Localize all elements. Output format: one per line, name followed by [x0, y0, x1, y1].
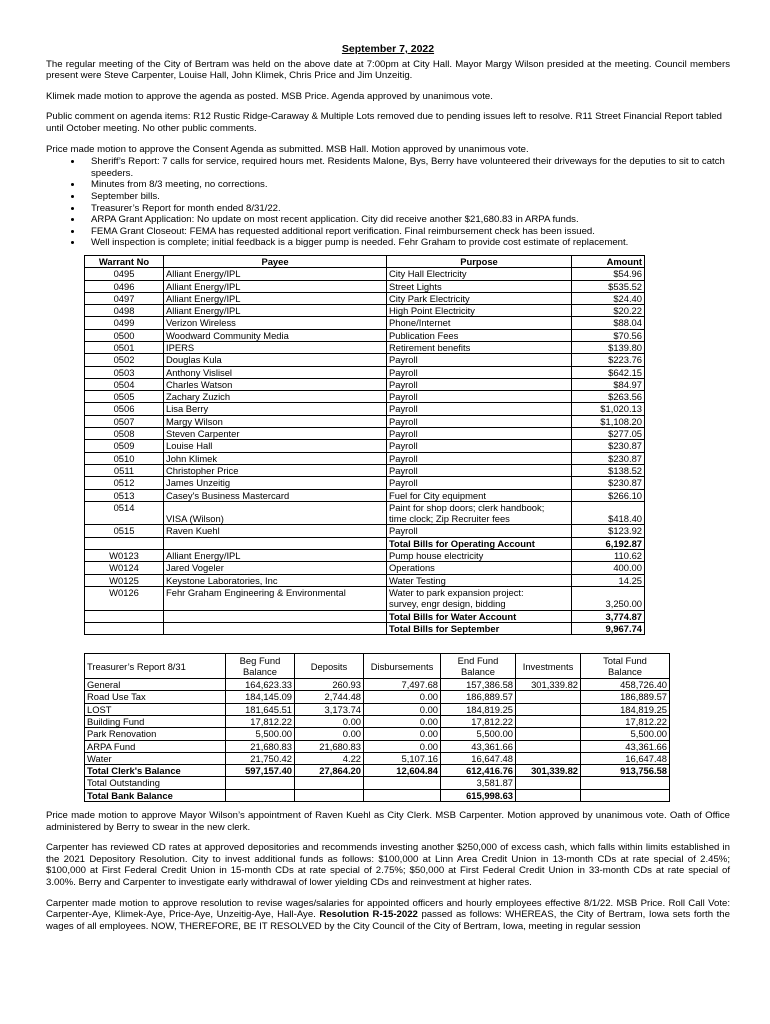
empty-cell: [164, 537, 387, 549]
beg-balance: 5,500.00: [226, 728, 295, 740]
deposits: 27,864.20: [295, 765, 364, 777]
table-row: [85, 403, 645, 415]
table-row: [85, 728, 670, 740]
end-balance: 43,361.66: [441, 740, 516, 752]
table-row: [85, 550, 645, 562]
paragraph-wage-resolution: [46, 898, 730, 933]
deposits: 0.00: [295, 728, 364, 740]
amount: $70.56: [572, 329, 645, 341]
investments: [516, 740, 581, 752]
table-header-row: [85, 654, 670, 679]
amount: $418.40: [572, 501, 645, 525]
disbursements: 0.00: [364, 691, 441, 703]
payee: Louise Hall: [164, 440, 387, 452]
total-label: Total Bills for September: [387, 622, 572, 634]
table-row: [85, 292, 645, 304]
purpose-line: Water to park expansion project:: [389, 586, 524, 598]
table-row: [85, 464, 645, 476]
investments: [516, 716, 581, 728]
table-row: [85, 440, 645, 452]
list-item: • Minutes from 8/3 meeting, no corrections.: [83, 179, 730, 191]
purpose: Street Lights: [387, 280, 572, 292]
list-item: • Treasurer’s Report for month ended 8/31/22.: [83, 203, 730, 215]
warrant-no: 0510: [85, 452, 164, 464]
purpose: Retirement benefits: [387, 341, 572, 353]
payee: Verizon Wireless: [164, 317, 387, 329]
table-row: [85, 525, 645, 537]
header-beg-balance: [226, 654, 295, 679]
payee: VISA (Wilson): [164, 501, 387, 525]
empty-cell: [516, 789, 581, 801]
end-balance: 17,812.22: [441, 716, 516, 728]
purpose: Fuel for City equipment: [387, 489, 572, 501]
payee: Alliant Energy/IPL: [164, 292, 387, 304]
warrant-no: 0511: [85, 464, 164, 476]
header-total-balance: [581, 654, 670, 679]
investments: [516, 703, 581, 715]
amount: $223.76: [572, 354, 645, 366]
fund-name: General: [85, 679, 226, 691]
payee: Charles Watson: [164, 378, 387, 390]
purpose: Payroll: [387, 378, 572, 390]
warrants-table: [84, 255, 645, 635]
table-row: [85, 305, 645, 317]
amount: $535.52: [572, 280, 645, 292]
header-warrant-no: Warrant No: [85, 255, 164, 267]
header-amount: Amount: [572, 255, 645, 267]
warrant-no: 0514: [85, 501, 164, 525]
warrant-no: 0500: [85, 329, 164, 341]
paragraph-agenda-approval: Klimek made motion to approve the agenda as posted. MSB Price. Agenda approved by unanimous vote.: [46, 90, 493, 102]
payee: Steven Carpenter: [164, 428, 387, 440]
empty-cell: [581, 789, 670, 801]
amount: 3,250.00: [572, 586, 645, 610]
table-row: [85, 691, 670, 703]
purpose: Payroll: [387, 366, 572, 378]
purpose: Payroll: [387, 391, 572, 403]
header-line: Beg Fund: [239, 655, 281, 667]
empty-cell: [226, 777, 295, 789]
warrant-no: 0512: [85, 477, 164, 489]
warrant-no: 0496: [85, 280, 164, 292]
table-row: [85, 354, 645, 366]
table-row: [85, 716, 670, 728]
warrant-no: W0126: [85, 586, 164, 610]
deposits: 0.00: [295, 716, 364, 728]
table-header-row: [85, 255, 645, 267]
amount: $20.22: [572, 305, 645, 317]
deposits: 3,173.74: [295, 703, 364, 715]
warrant-no: 0515: [85, 525, 164, 537]
total-operating-row: [85, 537, 645, 549]
paragraph-public-comment: Public comment on agenda items: R12 Rustic Ridge-Caraway & Multiple Lots removed due to pending issues left to resolve. R11 Street Financial Report tabled until October meeting. No other public comments.: [46, 111, 722, 134]
beg-balance: 21,750.42: [226, 752, 295, 764]
table-row: [85, 574, 645, 586]
investments: [516, 752, 581, 764]
list-item: • ARPA Grant Application: No update on most recent application. City did receive another $21,680.83 in ARPA funds.: [83, 214, 730, 226]
header-line: Balance: [243, 666, 277, 678]
amount: $138.52: [572, 464, 645, 476]
total-balance: 43,361.66: [581, 740, 670, 752]
list-item: • Sheriff’s Report: 7 calls for service, required hours met. Residents Malone, Bys, Berry have volunteered their driveways for the deputies to sit to catch speeders.: [83, 156, 730, 179]
total-balance: 913,756.58: [581, 765, 670, 777]
fund-name: Road Use Tax: [85, 691, 226, 703]
empty-cell: [364, 789, 441, 801]
table-row: [85, 703, 670, 715]
amount: $277.05: [572, 428, 645, 440]
payee: Alliant Energy/IPL: [164, 550, 387, 562]
total-amount: 6,192.87: [572, 537, 645, 549]
header-line: Total Fund: [603, 655, 647, 667]
payee: Alliant Energy/IPL: [164, 280, 387, 292]
list-item: • FEMA Grant Closeout: FEMA has requested additional report verification. Final reimbursement check has been issued.: [83, 226, 730, 238]
amount: $123.92: [572, 525, 645, 537]
amount: $1,020.13: [572, 403, 645, 415]
purpose: Payroll: [387, 354, 572, 366]
warrant-no: W0123: [85, 550, 164, 562]
total-balance: 186,889.57: [581, 691, 670, 703]
amount: 14.25: [572, 574, 645, 586]
empty-cell: [364, 777, 441, 789]
resolution-text: passed as follows: WHEREAS, the City of Bertram, Iowa sets forth the wages of all employees. NOW, THEREFORE, BE IT RESOLVED by the City Council of the City of Bertram, Iowa, meeting in regular session: [46, 909, 730, 932]
table-row: [85, 415, 645, 427]
amount: $266.10: [572, 489, 645, 501]
table-row: [85, 366, 645, 378]
disbursements: 12,604.84: [364, 765, 441, 777]
bank-balance-row: [85, 789, 670, 801]
empty-cell: [295, 777, 364, 789]
warrant-no: 0509: [85, 440, 164, 452]
fund-name: Building Fund: [85, 716, 226, 728]
payee: Casey's Business Mastercard: [164, 489, 387, 501]
paragraph-consent-agenda: Price made motion to approve the Consent Agenda as submitted. MSB Hall. Motion approved by unanimous vote.: [46, 143, 529, 155]
amount: $1,108.20: [572, 415, 645, 427]
disbursements: 0.00: [364, 716, 441, 728]
deposits: 4.22: [295, 752, 364, 764]
header-disbursements: Disbursements: [364, 654, 441, 679]
payee: Margy Wilson: [164, 415, 387, 427]
table-row: [85, 280, 645, 292]
end-balance: 3,581.87: [441, 777, 516, 789]
warrant-no: 0507: [85, 415, 164, 427]
header-line: End Fund: [457, 655, 499, 667]
payee: Christopher Price: [164, 464, 387, 476]
purpose: Payroll: [387, 525, 572, 537]
table-row: [85, 586, 645, 610]
fund-rows: [85, 679, 670, 765]
purpose: [387, 586, 572, 610]
purpose: City Hall Electricity: [387, 268, 572, 280]
treasurer-report-table: [84, 653, 670, 802]
amount: $139.80: [572, 341, 645, 353]
header-line: Balance: [461, 666, 495, 678]
beg-balance: 21,680.83: [226, 740, 295, 752]
header-end-balance: [441, 654, 516, 679]
investments: [516, 691, 581, 703]
payee: Anthony Vislisel: [164, 366, 387, 378]
end-balance: 5,500.00: [441, 728, 516, 740]
disbursements: 0.00: [364, 703, 441, 715]
empty-cell: [581, 777, 670, 789]
end-balance: 157,386.58: [441, 679, 516, 691]
table-row: [85, 317, 645, 329]
purpose: Payroll: [387, 440, 572, 452]
disbursements: 0.00: [364, 728, 441, 740]
total-balance: 184,819.25: [581, 703, 670, 715]
purpose: Phone/Internet: [387, 317, 572, 329]
purpose-line: Paint for shop doors; clerk handbook;: [389, 501, 545, 513]
investments: 301,339.82: [516, 765, 581, 777]
minutes-page: [46, 44, 730, 941]
purpose-line: time clock; Zip Recruiter fees: [389, 513, 510, 525]
purpose: High Point Electricity: [387, 305, 572, 317]
purpose: Payroll: [387, 428, 572, 440]
warrant-no: 0513: [85, 489, 164, 501]
total-balance: 458,726.40: [581, 679, 670, 691]
fund-name: Total Bank Balance: [85, 789, 226, 801]
paragraph-meeting-opening: The regular meeting of the City of Bertram was held on the above date at 7:00pm at City Hall. Mayor Margy Wilson presided at the meeting. Council members present were Steve Carpenter, Louise Hall, John Klimek, Chris Price and Jim Unzeitig.: [46, 58, 730, 82]
total-label: Total Bills for Operating Account: [387, 537, 572, 549]
purpose: Pump house electricity: [387, 550, 572, 562]
table-row: [85, 752, 670, 764]
payee: Lisa Berry: [164, 403, 387, 415]
payee: John Klimek: [164, 452, 387, 464]
disbursements: 0.00: [364, 740, 441, 752]
total-september-row: [85, 622, 645, 634]
empty-cell: [295, 789, 364, 801]
fund-name: ARPA Fund: [85, 740, 226, 752]
purpose: Payroll: [387, 464, 572, 476]
beg-balance: 597,157.40: [226, 765, 295, 777]
table-row: [85, 562, 645, 574]
warrant-no: 0508: [85, 428, 164, 440]
warrant-no: 0506: [85, 403, 164, 415]
payee: Woodward Community Media: [164, 329, 387, 341]
fund-name: Total Outstanding: [85, 777, 226, 789]
warrant-no: 0501: [85, 341, 164, 353]
paragraph-clerk-appointment: Price made motion to approve Mayor Wilson’s appointment of Raven Kuehl as City Clerk. MSB Carpenter. Motion approved by unanimous vote. Oath of Office administered by Berry to swear in the new clerk.: [46, 810, 730, 833]
payee: Keystone Laboratories, Inc: [164, 574, 387, 586]
paragraph-cd-investment: Carpenter has reviewed CD rates at approved depositories and recommends investing another $250,000 of excess cash, which falls within limits established in the 2021 Depository Resolution. City to invest additional funds as follows: $100,000 at Linn Area Credit Union in 13-month CDs at rate special of 2.45%; $100,000 at First Federal Credit Union in 15-month CDs at rate special of 2.75%; $50,000 at First Federal Credit Union in 33-month CDs at rate special of 3.00%. Berry and Carpenter to investigate early withdrawal of lower yielding CDs and reinvestment at higher rates.: [46, 842, 730, 889]
amount: $642.15: [572, 366, 645, 378]
list-item: • Well inspection is complete; initial feedback is a bigger pump is needed. Fehr Graham to provide cost estimate of replacement.: [83, 237, 730, 249]
purpose-line: survey, engr design, bidding: [389, 598, 506, 610]
outstanding-row: [85, 777, 670, 789]
operating-rows: [85, 268, 645, 502]
amount: $230.87: [572, 477, 645, 489]
amount: 400.00: [572, 562, 645, 574]
purpose: Payroll: [387, 477, 572, 489]
empty-cell: [85, 537, 164, 549]
amount: $230.87: [572, 452, 645, 464]
purpose: Publication Fees: [387, 329, 572, 341]
header-deposits: Deposits: [295, 654, 364, 679]
empty-cell: [164, 610, 387, 622]
warrant-no: 0503: [85, 366, 164, 378]
consent-agenda-list: [46, 156, 730, 249]
amount: $230.87: [572, 440, 645, 452]
warrant-no: W0125: [85, 574, 164, 586]
amount: $263.56: [572, 391, 645, 403]
table-row: [85, 391, 645, 403]
total-balance: 5,500.00: [581, 728, 670, 740]
warrant-no: W0124: [85, 562, 164, 574]
total-balance: 16,647.48: [581, 752, 670, 764]
warrant-no: 0495: [85, 268, 164, 280]
payee: Fehr Graham Engineering & Environmental: [164, 586, 387, 610]
amount: $84.97: [572, 378, 645, 390]
table-row: [85, 501, 645, 525]
page-title: September 7, 2022: [341, 43, 435, 55]
payee: Alliant Energy/IPL: [164, 268, 387, 280]
table-row: [85, 740, 670, 752]
warrant-no: 0504: [85, 378, 164, 390]
header-purpose: Purpose: [387, 255, 572, 267]
header-payee: Payee: [164, 255, 387, 267]
beg-balance: 164,623.33: [226, 679, 295, 691]
warrant-no: 0499: [85, 317, 164, 329]
table-row: [85, 477, 645, 489]
payee: Douglas Kula: [164, 354, 387, 366]
table-row: [85, 268, 645, 280]
table-row: [85, 378, 645, 390]
total-water-row: [85, 610, 645, 622]
end-balance: 16,647.48: [441, 752, 516, 764]
payee: Alliant Energy/IPL: [164, 305, 387, 317]
purpose: Payroll: [387, 452, 572, 464]
empty-cell: [516, 777, 581, 789]
purpose: Water Testing: [387, 574, 572, 586]
fund-name: Park Renovation: [85, 728, 226, 740]
purpose: City Park Electricity: [387, 292, 572, 304]
investments: 301,339.82: [516, 679, 581, 691]
total-amount: 3,774.87: [572, 610, 645, 622]
deposits: 2,744.48: [295, 691, 364, 703]
empty-cell: [226, 789, 295, 801]
table-row: [85, 329, 645, 341]
warrant-no: 0502: [85, 354, 164, 366]
fund-name: Water: [85, 752, 226, 764]
end-balance: 186,889.57: [441, 691, 516, 703]
resolution-number: Resolution R-15-2022: [319, 909, 418, 921]
amount: $24.40: [572, 292, 645, 304]
disbursements: 5,107.16: [364, 752, 441, 764]
end-balance: 615,998.63: [441, 789, 516, 801]
purpose: [387, 501, 572, 525]
disbursements: 7,497.68: [364, 679, 441, 691]
total-label: Total Bills for Water Account: [387, 610, 572, 622]
empty-cell: [164, 622, 387, 634]
total-balance: 17,812.22: [581, 716, 670, 728]
header-label: Treasurer’s Report 8/31: [85, 654, 226, 679]
water-rows: [85, 550, 645, 587]
payee: Zachary Zuzich: [164, 391, 387, 403]
empty-cell: [85, 610, 164, 622]
table-row: [85, 341, 645, 353]
header-line: Balance: [608, 666, 642, 678]
purpose: Payroll: [387, 415, 572, 427]
fund-name: LOST: [85, 703, 226, 715]
payee: IPERS: [164, 341, 387, 353]
warrant-no: 0497: [85, 292, 164, 304]
payee: Raven Kuehl: [164, 525, 387, 537]
clerk-total-row: [85, 765, 670, 777]
deposits: 260.93: [295, 679, 364, 691]
warrant-no: 0498: [85, 305, 164, 317]
beg-balance: 17,812.22: [226, 716, 295, 728]
beg-balance: 184,145.09: [226, 691, 295, 703]
end-balance: 184,819.25: [441, 703, 516, 715]
investments: [516, 728, 581, 740]
table-row: [85, 452, 645, 464]
total-amount: 9,967.74: [572, 622, 645, 634]
resolution-text: Carpenter made motion to approve resolution to revise wages/salaries for appointed officers and hourly employees effective 8/1/22. MSB Price. Roll Call Vote: Carpenter-Aye, Klimek-Aye, Price-Aye, Unzeitig-Aye, Hall-Aye.: [46, 897, 730, 921]
end-balance: 612,416.76: [441, 765, 516, 777]
deposits: 21,680.83: [295, 740, 364, 752]
amount: $88.04: [572, 317, 645, 329]
header-investments: Investments: [516, 654, 581, 679]
fund-name: Total Clerk's Balance: [85, 765, 226, 777]
table-row: [85, 428, 645, 440]
table-row: [85, 489, 645, 501]
list-item: • September bills.: [83, 191, 730, 203]
purpose: Operations: [387, 562, 572, 574]
empty-cell: [85, 622, 164, 634]
purpose: Payroll: [387, 403, 572, 415]
amount: 110.62: [572, 550, 645, 562]
payee: James Unzeitig: [164, 477, 387, 489]
warrant-no: 0505: [85, 391, 164, 403]
amount: $54.96: [572, 268, 645, 280]
payee: Jared Vogeler: [164, 562, 387, 574]
table-row: [85, 679, 670, 691]
beg-balance: 181,645.51: [226, 703, 295, 715]
